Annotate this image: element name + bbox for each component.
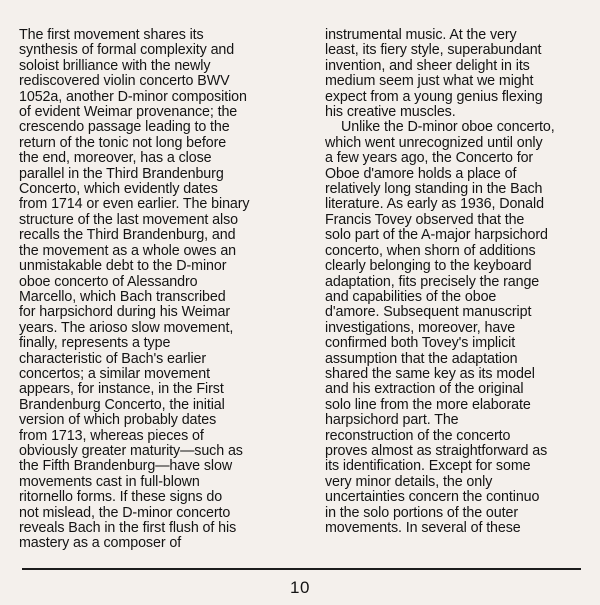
text-line: obviously greater maturity—such as [19, 442, 243, 459]
text-line: in the solo portions of the outer [325, 504, 519, 521]
text-line: adaptation, fits precisely the range [325, 273, 540, 290]
text-line: movements. In several of these [325, 520, 521, 536]
text-line: from 1713, whereas pieces of [19, 427, 204, 444]
text-line: rediscovered violin concerto BWV [19, 73, 230, 90]
text-line: a few years ago, the Concerto for [325, 150, 534, 167]
footer-rule [22, 568, 581, 570]
text-line: investigations, moreover, have [325, 319, 516, 336]
text-line: clearly belonging to the keyboard [325, 258, 532, 275]
text-line: ritornello forms. If these signs do [19, 489, 223, 506]
text-line: reveals Bach in the first flush of his [19, 520, 237, 536]
text-line: synthesis of formal complexity and [19, 42, 235, 59]
text-line: characteristic of Bach's earlier [19, 350, 207, 367]
text-line: return of the tonic not long before [19, 134, 227, 151]
text-line: Brandenburg Concerto, the initial [19, 396, 225, 413]
text-line: version of which probably dates [19, 412, 217, 429]
text-line: from 1714 or even earlier. The binary [19, 196, 250, 213]
text-line: concerto, when shorn of additions [325, 242, 536, 259]
text-line: medium seem just what we might [325, 73, 534, 90]
text-line: Oboe d'amore holds a place of [325, 165, 517, 182]
text-line: Francis Tovey observed that the [325, 211, 525, 228]
text-line: the movement as a whole owes an [19, 242, 237, 259]
text-line: recalls the Third Brandenburg, and [19, 227, 236, 244]
text-line: confirmed both Tovey's implicit [325, 335, 516, 352]
text-line: uncertainties concern the continuo [325, 489, 540, 506]
text-line: The first movement shares its [19, 27, 204, 43]
text-line: very minor details, the only [325, 473, 493, 490]
text-line: assumption that the adaptation [325, 350, 518, 367]
text-line: relatively long standing in the Bach [325, 181, 543, 198]
text-line: shared the same key as its model [325, 365, 535, 382]
text-line: literature. As early as 1936, Donald [325, 196, 544, 213]
text-line: concertos; a similar movement [19, 365, 210, 382]
text-line: Concerto, which evidently dates [19, 181, 218, 198]
text-line: appears, for instance, in the First [19, 381, 224, 398]
text-line: Unlike the D-minor oboe concerto, [341, 119, 555, 136]
text-line: expect from a young genius flexing [325, 88, 543, 105]
text-line: d'amore. Subsequent manuscript [325, 304, 532, 321]
text-line: his creative muscles. [325, 104, 456, 121]
text-line: of evident Weimar provenance; the [19, 104, 238, 121]
text-line: least, its fiery style, superabundant [325, 42, 542, 59]
right-text-column [325, 28, 587, 536]
text-line: Marcello, which Bach transcribed [19, 288, 226, 305]
left-text-column [19, 28, 277, 552]
text-line: and capabilities of the oboe [325, 288, 497, 305]
text-line: solo part of the A-major harpsichord [325, 227, 548, 244]
text-line: structure of the last movement also [19, 211, 238, 228]
text-line: invention, and sheer delight in its [325, 57, 530, 74]
text-line: reconstruction of the concerto [325, 427, 511, 444]
text-line: soloist brilliance with the newly [19, 57, 211, 74]
text-line: oboe concerto of Alessandro [19, 273, 198, 290]
text-line: instrumental music. At the very [325, 27, 517, 43]
text-line: unmistakable debt to the D-minor [19, 258, 227, 275]
text-line: crescendo passage leading to the [19, 119, 230, 136]
text-line: the end, moreover, has a close [19, 150, 212, 167]
text-line: movements cast in full-blown [19, 473, 200, 490]
text-line: solo line from the more elaborate [325, 396, 531, 413]
text-line: harpsichord part. The [325, 412, 459, 429]
text-line: not mislead, the D-minor concerto [19, 504, 231, 521]
page-number: 10 [290, 578, 310, 597]
text-line: parallel in the Third Brandenburg [19, 165, 224, 182]
text-line: years. The arioso slow movement, [19, 319, 234, 336]
text-line: its identification. Except for some [325, 458, 531, 475]
text-line: for harpsichord during his Weimar [19, 304, 230, 321]
text-line: which went unrecognized until only [325, 134, 543, 151]
text-line: proves almost as straightforward as [325, 442, 548, 459]
text-line: the Fifth Brandenburg—have slow [19, 458, 233, 475]
text-line: finally, represents a type [19, 335, 171, 352]
text-line: and his extraction of the original [325, 381, 524, 398]
text-line: mastery as a composer of [19, 535, 182, 552]
text-line: 1052a, another D-minor composition [19, 88, 247, 105]
